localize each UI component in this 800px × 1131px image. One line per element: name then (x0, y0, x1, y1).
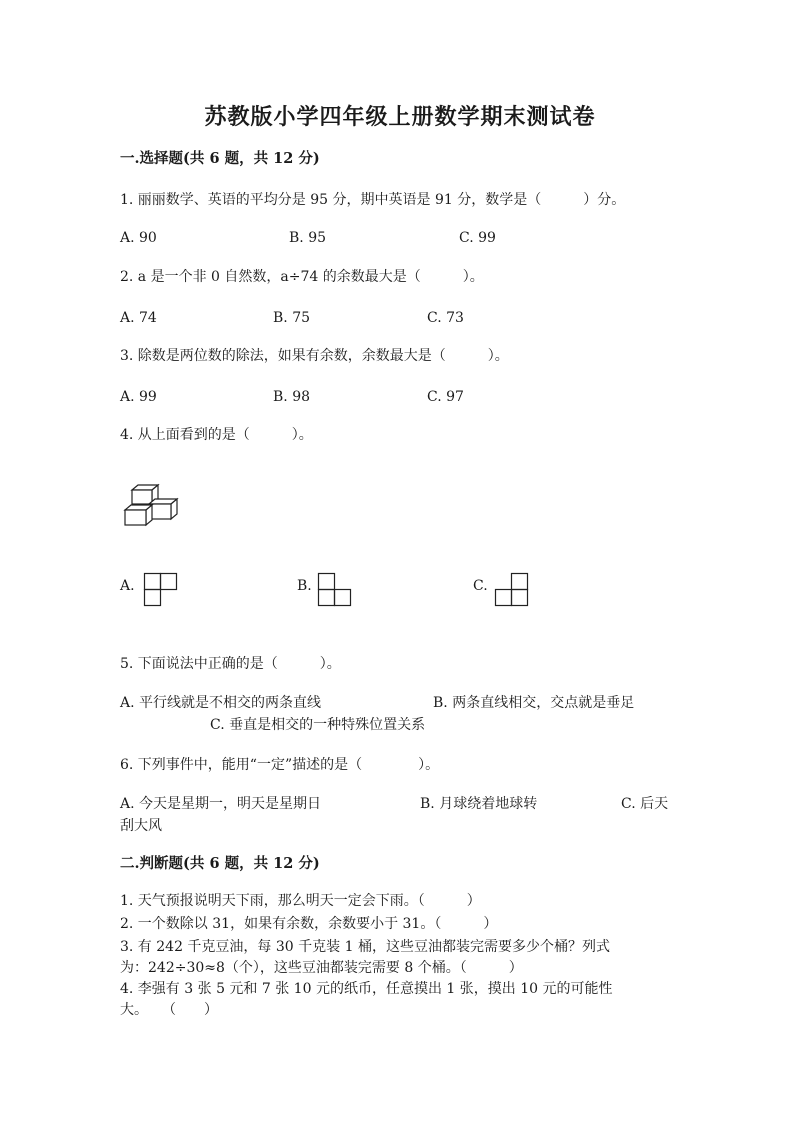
question-2-option-a[interactable]: A. 74 (120, 310, 157, 326)
question-6-option-c-continued: 刮大风 (120, 818, 162, 834)
question-3-stem: 3. 除数是两位数的除法，如果有余数，余数最大是（ ）。 (120, 348, 509, 364)
judge-line: 大。 （ ） (120, 1002, 218, 1018)
question-1-option-c[interactable]: C. 99 (459, 230, 496, 246)
question-4-option-a[interactable]: A. (120, 578, 135, 594)
option-a-top-view-shape (144, 573, 178, 607)
question-1-option-b[interactable]: B. 95 (289, 230, 327, 246)
question-5-option-a[interactable]: A. 平行线就是不相交的两条直线 (120, 695, 322, 711)
question-5-option-b[interactable]: B. 两条直线相交，交点就是垂足 (433, 695, 635, 711)
page-title: 苏教版小学四年级上册数学期末测试卷 (204, 104, 596, 130)
judge-line: 2. 一个数除以 31，如果有余数，余数要小于 31。（ ） (120, 916, 498, 932)
cube-stack-figure (121, 482, 181, 526)
question-4-stem: 4. 从上面看到的是（ ）。 (120, 427, 313, 443)
question-4-option-c[interactable]: C. (473, 578, 488, 594)
judge-line: 为：242÷30≈8（个），这些豆油都装完需要 8 个桶。（ ） (120, 960, 523, 976)
question-6-option-a[interactable]: A. 今天是星期一，明天是星期日 (120, 796, 322, 812)
question-3-option-a[interactable]: A. 99 (120, 389, 157, 405)
question-5-option-c[interactable]: C. 垂直是相交的一种特殊位置关系 (210, 717, 426, 733)
option-b-top-view-shape (318, 573, 352, 607)
section1-heading: 一.选择题(共 6 题，共 12 分) (120, 150, 320, 167)
question-3-option-b[interactable]: B. 98 (273, 389, 311, 405)
question-2-option-b[interactable]: B. 75 (273, 310, 311, 326)
judge-line: 3. 有 242 千克豆油，每 30 千克装 1 桶，这些豆油都装完需要多少个桶？列式 (120, 939, 610, 955)
question-2-stem: 2. a 是一个非 0 自然数，a÷74 的余数最大是（ ）。 (120, 269, 484, 285)
question-6-stem: 6. 下列事件中，能用“一定”描述的是（ ）。 (120, 757, 440, 773)
question-6-option-c[interactable]: C. 后天 (621, 796, 669, 812)
question-1-option-a[interactable]: A. 90 (120, 230, 157, 246)
question-4-option-b[interactable]: B. (297, 578, 312, 594)
section2-heading: 二.判断题(共 6 题，共 12 分) (120, 855, 320, 872)
question-3-option-c[interactable]: C. 97 (427, 389, 464, 405)
option-c-top-view-shape (495, 573, 529, 607)
question-6-option-b[interactable]: B. 月球绕着地球转 (420, 796, 538, 812)
judge-line: 4. 李强有 3 张 5 元和 7 张 10 元的纸币，任意摸出 1 张，摸出 10 元的可能性 (120, 981, 613, 997)
question-5-stem: 5. 下面说法中正确的是（ ）。 (120, 656, 341, 672)
question-1-stem: 1. 丽丽数学、英语的平均分是 95 分，期中英语是 91 分，数学是（ ）分。 (120, 192, 626, 208)
question-2-option-c[interactable]: C. 73 (427, 310, 464, 326)
judge-line: 1. 天气预报说明天下雨，那么明天一定会下雨。（ ） (120, 893, 481, 909)
